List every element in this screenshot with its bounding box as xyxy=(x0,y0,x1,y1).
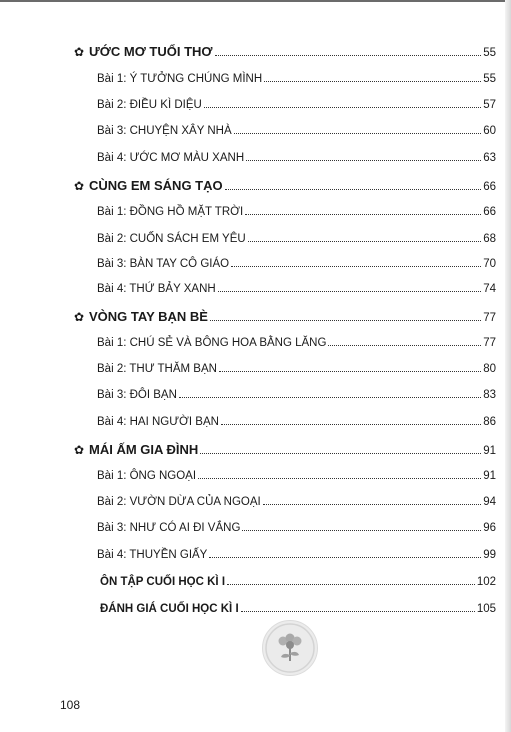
lesson-title: Bài 2: VƯỜN DỪA CỦA NGOẠI xyxy=(97,496,261,508)
lesson-title: Bài 3: ĐÔI BẠN xyxy=(97,389,177,401)
lesson-row[interactable] xyxy=(97,363,496,381)
dot-leader xyxy=(328,345,481,346)
page-number: 96 xyxy=(483,522,496,534)
chapter-row[interactable] xyxy=(74,309,496,327)
review-title: ĐÁNH GIÁ CUỐI HỌC KÌ I xyxy=(100,603,239,615)
dot-leader xyxy=(204,107,481,108)
page-number: 55 xyxy=(483,47,496,59)
dot-leader xyxy=(219,371,481,372)
lesson-title: Bài 3: BÀN TAY CÔ GIÁO xyxy=(97,258,230,270)
page-number: 55 xyxy=(483,73,496,85)
dot-leader xyxy=(242,530,481,531)
dot-leader xyxy=(198,478,481,479)
flower-bullet-icon: ✿ xyxy=(74,45,85,59)
page-number: 68 xyxy=(483,233,496,245)
chapter-title: MÁI ẤM GIA ĐÌNH xyxy=(89,442,199,457)
page-number: 83 xyxy=(483,389,496,401)
page-number: 66 xyxy=(483,181,496,193)
dot-leader xyxy=(231,266,481,267)
lesson-row[interactable] xyxy=(97,337,496,355)
lesson-title: Bài 4: THUYỀN GIẤY xyxy=(97,549,208,561)
review-row[interactable] xyxy=(100,576,496,594)
page-number: 60 xyxy=(483,125,496,137)
dot-leader xyxy=(263,504,481,505)
page-edge-shadow xyxy=(505,0,511,732)
lesson-title: Bài 4: HAI NGƯỜI BẠN xyxy=(97,416,219,428)
page-number: 74 xyxy=(483,283,496,295)
chapter-row[interactable] xyxy=(74,442,496,460)
page-number: 91 xyxy=(483,445,496,457)
lesson-row[interactable] xyxy=(97,125,496,143)
dot-leader xyxy=(245,214,481,215)
lesson-title: Bài 1: Ý TƯỞNG CHÚNG MÌNH xyxy=(97,73,263,85)
chapter-row[interactable] xyxy=(74,178,496,196)
dot-leader xyxy=(210,320,481,321)
review-row[interactable] xyxy=(100,603,496,621)
dot-leader xyxy=(218,291,482,292)
dot-leader xyxy=(200,453,481,454)
lesson-title: Bài 1: ĐỒNG HỒ MẶT TRỜI xyxy=(97,206,244,218)
lesson-row[interactable] xyxy=(97,416,496,434)
page-number: 77 xyxy=(483,337,496,349)
lesson-title: Bài 2: ĐIỀU KÌ DIỆU xyxy=(97,99,202,111)
flower-icon xyxy=(262,620,318,676)
lesson-title: Bài 3: NHƯ CÓ AI ĐI VẮNG xyxy=(97,522,241,534)
lesson-title: Bài 4: ƯỚC MƠ MÀU XANH xyxy=(97,152,245,164)
lesson-row[interactable] xyxy=(97,99,496,117)
page-number: 63 xyxy=(483,152,496,164)
flower-bullet-icon: ✿ xyxy=(74,179,85,193)
lesson-row[interactable] xyxy=(97,496,496,514)
dot-leader xyxy=(241,611,475,612)
dot-leader xyxy=(221,424,481,425)
lesson-title: Bài 2: THƯ THĂM BẠN xyxy=(97,363,217,375)
chapter-row[interactable] xyxy=(74,44,496,62)
page-number: 94 xyxy=(483,496,496,508)
page-number: 57 xyxy=(483,99,496,111)
dot-leader xyxy=(246,160,481,161)
page-number: 77 xyxy=(483,312,496,324)
lesson-title: Bài 2: CUỐN SÁCH EM YÊU xyxy=(97,233,246,245)
lesson-row[interactable] xyxy=(97,258,496,276)
lesson-row[interactable] xyxy=(97,283,496,301)
lesson-title: Bài 1: ÔNG NGOẠI xyxy=(97,470,197,482)
dot-leader xyxy=(264,81,481,82)
page-number: 86 xyxy=(483,416,496,428)
dot-leader xyxy=(215,55,482,56)
page-top-border xyxy=(0,0,511,2)
lesson-row[interactable] xyxy=(97,233,496,251)
page-number: 105 xyxy=(476,603,496,615)
dot-leader xyxy=(248,241,482,242)
page-number: 99 xyxy=(483,549,496,561)
lesson-row[interactable] xyxy=(97,152,496,170)
lesson-row[interactable] xyxy=(97,522,496,540)
chapter-title: CÙNG EM SÁNG TẠO xyxy=(89,178,223,193)
lesson-title: Bài 4: THỨ BẢY XANH xyxy=(97,283,216,295)
review-title: ÔN TẬP CUỐI HỌC KÌ I xyxy=(100,576,226,588)
lesson-row[interactable] xyxy=(97,73,496,91)
dot-leader xyxy=(234,133,482,134)
dot-leader xyxy=(179,397,481,398)
page-number: 80 xyxy=(483,363,496,375)
page-number: 66 xyxy=(483,206,496,218)
flower-bullet-icon: ✿ xyxy=(74,443,85,457)
page-number: 102 xyxy=(476,576,496,588)
lesson-row[interactable] xyxy=(97,549,496,567)
chapter-title: ƯỚC MƠ TUỔI THƠ xyxy=(89,44,213,59)
flower-bullet-icon: ✿ xyxy=(74,310,85,324)
lesson-row[interactable] xyxy=(97,206,496,224)
page-number: 91 xyxy=(483,470,496,482)
page-number: 70 xyxy=(483,258,496,270)
lesson-row[interactable] xyxy=(97,389,496,407)
chapter-title: VÒNG TAY BẠN BÈ xyxy=(89,309,208,324)
dot-leader xyxy=(227,584,475,585)
dot-leader xyxy=(209,557,481,558)
page-number-footer: 108 xyxy=(60,698,81,712)
lesson-row[interactable] xyxy=(97,470,496,488)
lesson-title: Bài 3: CHUYỆN XÂY NHÀ xyxy=(97,125,232,137)
dot-leader xyxy=(225,189,482,190)
lesson-title: Bài 1: CHÚ SẺ VÀ BÔNG HOA BẰNG LĂNG xyxy=(97,337,327,349)
